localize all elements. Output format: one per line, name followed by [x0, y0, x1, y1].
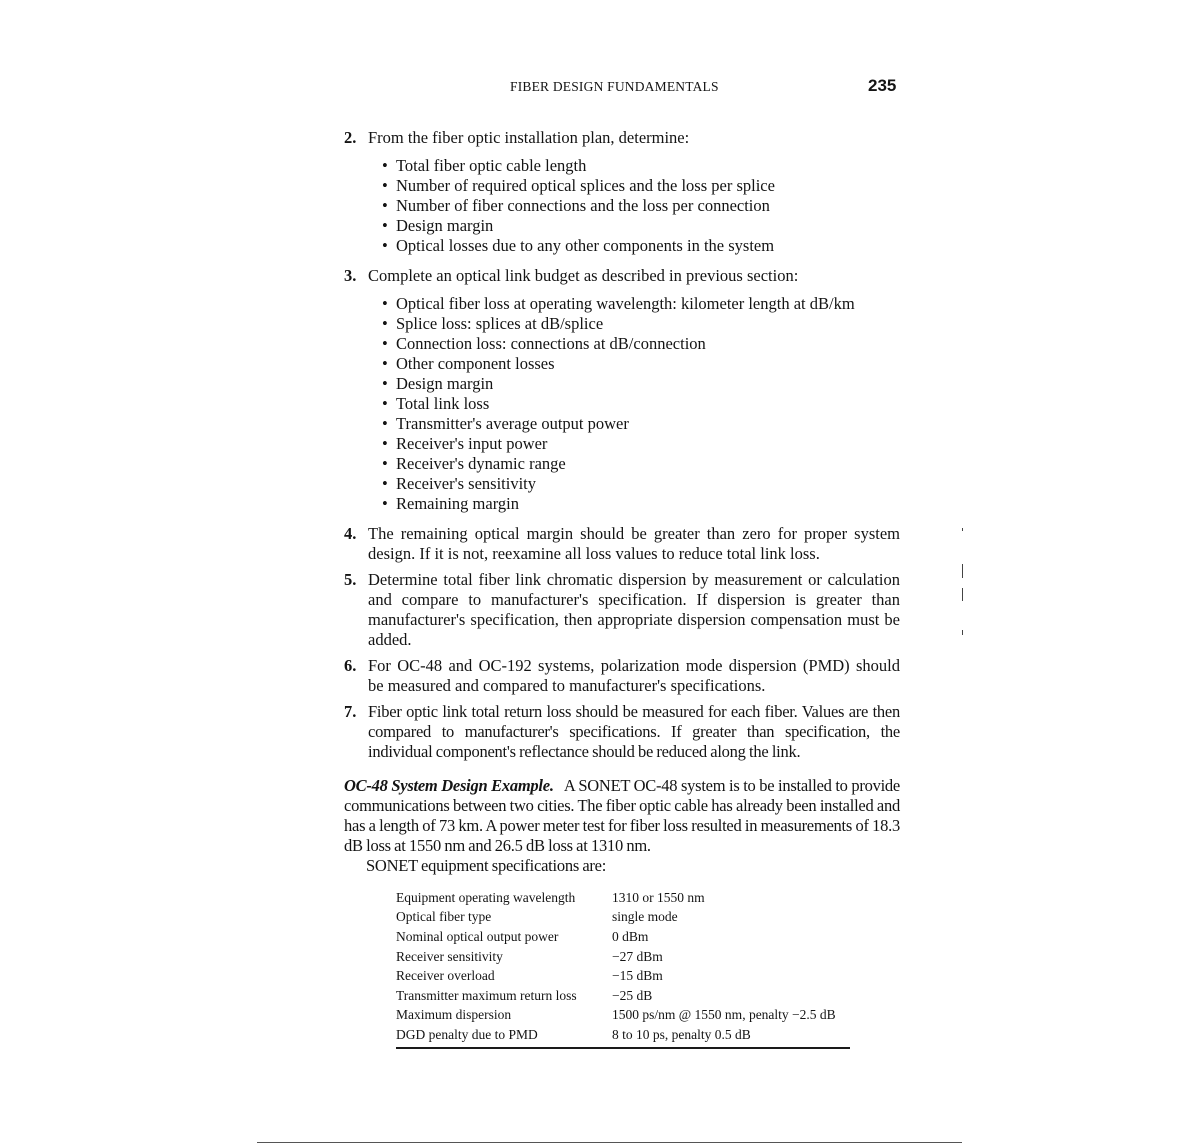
table-row — [396, 1025, 850, 1045]
bullet-icon: • — [382, 494, 388, 513]
example-heading: OC-48 System Design Example. — [344, 776, 554, 795]
bullet-icon: • — [382, 294, 388, 313]
list-item: • Splice loss: splices at dB/splice — [382, 314, 604, 333]
spec-param: Receiver sensitivity — [396, 948, 503, 964]
bullet-icon: • — [382, 434, 388, 453]
spec-value: single mode — [612, 909, 678, 925]
bullet-icon: • — [382, 176, 388, 195]
step-text: From the fiber optic installation plan, determine: — [368, 128, 690, 147]
step-3 — [344, 266, 900, 518]
bullet-icon: • — [382, 474, 388, 493]
list-item: • Receiver's sensitivity — [382, 474, 536, 493]
spec-param: Nominal optical output power — [396, 928, 559, 944]
list-item: • Receiver's input power — [382, 434, 548, 453]
step-number: 7. — [344, 702, 357, 721]
bullet-icon: • — [382, 216, 388, 235]
bullet-icon: • — [382, 354, 388, 373]
body-text — [344, 128, 900, 876]
list-item: • Other component losses — [382, 354, 555, 373]
list-item: • Design margin — [382, 374, 494, 393]
spec-param: Receiver overload — [396, 968, 495, 984]
step-number: 4. — [344, 524, 357, 543]
list-item: • Design margin — [382, 216, 494, 235]
step-number: 2. — [344, 128, 357, 147]
step-4 — [344, 524, 900, 564]
bullet-icon: • — [382, 156, 388, 175]
spec-value: −25 dB — [612, 987, 653, 1003]
bullet-icon: • — [382, 196, 388, 215]
spec-value: 8 to 10 ps, penalty 0.5 dB — [612, 1026, 751, 1042]
list-item: • Connection loss: connections at dB/connection — [382, 334, 706, 353]
example-paragraph — [344, 776, 900, 876]
page-bottom-rule — [257, 1142, 962, 1143]
step-number: 5. — [344, 570, 357, 589]
margin-mark — [962, 564, 963, 578]
list-item: • Transmitter's average output power — [382, 414, 629, 433]
table-row — [396, 1006, 850, 1026]
bullet-icon: • — [382, 374, 388, 393]
spec-value: 1310 or 1550 nm — [612, 889, 705, 905]
table-bottom-rule — [396, 1047, 850, 1049]
step-text: Fiber optic link total return loss should be measured for each fiber. Values are then compared to manufacturer's specifications. If greater than specification, the individual component's reflectance should be reduced along the link. — [368, 702, 900, 761]
table-row — [396, 927, 850, 947]
margin-mark — [962, 588, 963, 601]
spec-param: DGD penalty due to PMD — [396, 1026, 538, 1042]
bullet-list — [382, 294, 900, 514]
spec-value: −27 dBm — [612, 948, 663, 964]
step-text: For OC-48 and OC-192 systems, polarization mode dispersion (PMD) should be measured and compared to manufacturer's specifications. — [368, 656, 900, 695]
step-6 — [344, 656, 900, 696]
table-row — [396, 966, 850, 986]
list-item: • Number of required optical splices and the loss per splice — [382, 176, 775, 195]
table-row — [396, 888, 850, 908]
list-item: • Number of fiber connections and the loss per connection — [382, 196, 770, 215]
bullet-icon: • — [382, 414, 388, 433]
step-text: Complete an optical link budget as described in previous section: — [368, 266, 799, 285]
spec-param: Transmitter maximum return loss — [396, 987, 577, 1003]
spec-param: Optical fiber type — [396, 909, 492, 925]
list-item: • Remaining margin — [382, 494, 519, 513]
list-item: • Total link loss — [382, 394, 490, 413]
step-7 — [344, 702, 900, 762]
spec-value: 0 dBm — [612, 928, 649, 944]
step-2 — [344, 128, 900, 260]
step-text: The remaining optical margin should be greater than zero for proper system design. If it is not, reexamine all loss values to reduce total link loss. — [368, 524, 900, 563]
step-5 — [344, 570, 900, 650]
bullet-icon: • — [382, 454, 388, 473]
spec-table — [396, 888, 850, 1045]
spec-intro: SONET equipment specifications are: — [366, 856, 607, 875]
margin-mark — [962, 630, 963, 635]
table-row — [396, 986, 850, 1006]
spec-value: −15 dBm — [612, 968, 663, 984]
step-number: 3. — [344, 266, 357, 285]
spec-value: 1500 ps/nm @ 1550 nm, penalty −2.5 dB — [612, 1007, 836, 1023]
bullet-list — [382, 156, 900, 256]
table-row — [396, 908, 850, 928]
bullet-icon: • — [382, 236, 388, 255]
bullet-icon: • — [382, 314, 388, 333]
spec-param: Maximum dispersion — [396, 1007, 512, 1023]
step-text: Determine total fiber link chromatic dispersion by measurement or calculation and compare to manufacturer's specification. If dispersion is greater than manufacturer's specification, then appropriate dispersion compensation must be added. — [368, 570, 900, 649]
list-item: • Total fiber optic cable length — [382, 156, 587, 175]
example-body: A SONET OC-48 system is to be installed to provide communications between two cities. The fiber optic cable has already been installed and has a length of 73 km. A power meter test for fiber loss resulted in measurements of 18.3 dB loss at 1550 nm and 26.5 dB loss at 1310 nm. — [344, 776, 901, 855]
list-item: • Optical fiber loss at operating wavelength: kilometer length at dB/km — [382, 294, 855, 313]
step-number: 6. — [344, 656, 357, 675]
running-header: FIBER DESIGN FUNDAMENTALS — [510, 79, 719, 94]
bullet-icon: • — [382, 394, 388, 413]
spec-param: Equipment operating wavelength — [396, 889, 576, 905]
bullet-icon: • — [382, 334, 388, 353]
table-row — [396, 947, 850, 967]
list-item: • Receiver's dynamic range — [382, 454, 566, 473]
list-item: • Optical losses due to any other components in the system — [382, 236, 775, 255]
margin-mark — [962, 528, 963, 531]
page-number: 235 — [868, 76, 897, 95]
